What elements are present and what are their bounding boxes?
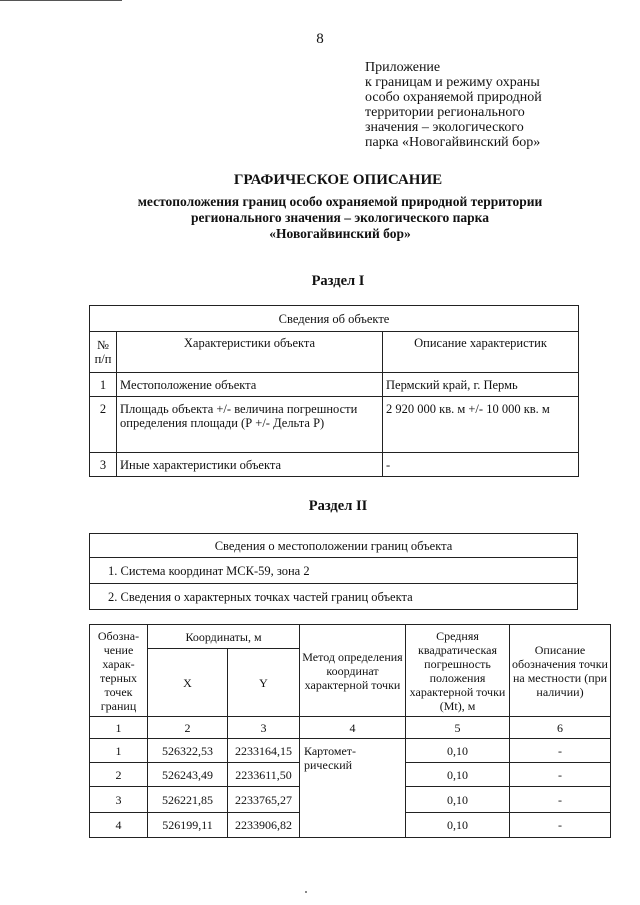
col-header-characteristics: Характеристики объекта <box>117 332 383 373</box>
row-description: - <box>383 453 579 477</box>
point-y: 2233906,82 <box>228 813 300 838</box>
document-subtitle <box>80 194 600 242</box>
col-header-designation: Обозна-чение харак-терных точек границ <box>90 625 148 717</box>
table-title: Сведения об объекте <box>90 306 579 332</box>
col-header-point-description: Описание обозначения точки на местности (при наличии) <box>510 625 611 717</box>
section1-heading: Раздел I <box>311 273 365 289</box>
point-method: Картомет-рический <box>300 739 406 838</box>
row-num: 1 <box>90 373 117 397</box>
table-row <box>90 739 611 763</box>
appendix-line: особо охраняемой природной <box>365 90 542 105</box>
boundary-points-caption: 2. Сведения о характерных точках частей границ объекта <box>90 584 578 610</box>
point-description: - <box>510 739 611 763</box>
location-info-table <box>89 533 578 610</box>
subtitle-line: местоположения границ особо охраняемой природной территории <box>137 194 543 209</box>
appendix-line: территории регионального <box>365 105 525 120</box>
boundary-points-table <box>89 624 611 838</box>
point-number: 4 <box>90 813 148 838</box>
row-num: 3 <box>90 453 117 477</box>
top-rule <box>0 0 122 1</box>
scan-speck <box>305 891 307 893</box>
subtitle-line: «Новогайвинский бор» <box>269 226 411 241</box>
appendix-line: парка «Новогайвинский бор» <box>365 135 541 150</box>
coordinate-system: 1. Система координат МСК-59, зона 2 <box>90 558 578 584</box>
row-num: 2 <box>90 397 117 453</box>
point-error: 0,10 <box>406 763 510 787</box>
page-number: 8 <box>316 31 324 47</box>
point-error: 0,10 <box>406 813 510 838</box>
point-number: 3 <box>90 787 148 813</box>
col-header-coordinates: Координаты, м <box>148 625 300 649</box>
col-number: 1 <box>90 717 148 739</box>
object-info-table <box>89 305 579 477</box>
point-description: - <box>510 813 611 838</box>
table-title: Сведения о местоположении границ объекта <box>90 534 578 558</box>
section2-heading: Раздел II <box>308 498 368 514</box>
column-number-row <box>90 717 611 739</box>
appendix-line: к границам и режиму охраны <box>365 75 540 90</box>
point-description: - <box>510 763 611 787</box>
document-title: ГРАФИЧЕСКОЕ ОПИСАНИЕ <box>233 172 443 188</box>
point-number: 1 <box>90 739 148 763</box>
col-number: 5 <box>406 717 510 739</box>
row-characteristic: Местоположение объекта <box>117 373 383 397</box>
col-number: 2 <box>148 717 228 739</box>
row-characteristic: Площадь объекта +/- величина погрешности определения площади (Р +/- Дельта Р) <box>117 397 383 453</box>
point-number: 2 <box>90 763 148 787</box>
col-header-num: № п/п <box>90 332 117 373</box>
point-y: 2233611,50 <box>228 763 300 787</box>
table-row <box>90 453 579 477</box>
col-header-y: Y <box>228 649 300 717</box>
point-x: 526243,49 <box>148 763 228 787</box>
appendix-line: значения – экологического <box>365 120 524 135</box>
col-number: 6 <box>510 717 611 739</box>
row-description: Пермский край, г. Пермь <box>383 373 579 397</box>
row-description: 2 920 000 кв. м +/- 10 000 кв. м <box>383 397 579 453</box>
point-error: 0,10 <box>406 739 510 763</box>
table-row <box>90 373 579 397</box>
point-y: 2233765,27 <box>228 787 300 813</box>
point-x: 526322,53 <box>148 739 228 763</box>
col-number: 3 <box>228 717 300 739</box>
appendix-line: Приложение <box>365 60 441 75</box>
col-header-method: Метод определения координат характерной точки <box>300 625 406 717</box>
point-x: 526199,11 <box>148 813 228 838</box>
col-header-x: X <box>148 649 228 717</box>
table-row <box>90 397 579 453</box>
point-x: 526221,85 <box>148 787 228 813</box>
col-number: 4 <box>300 717 406 739</box>
point-y: 2233164,15 <box>228 739 300 763</box>
col-header-description: Описание характеристик <box>383 332 579 373</box>
appendix-note <box>365 60 605 150</box>
col-header-error: Средняя квадратическая погрешность положения характерной точки (Mt), м <box>406 625 510 717</box>
row-characteristic: Иные характеристики объекта <box>117 453 383 477</box>
point-error: 0,10 <box>406 787 510 813</box>
subtitle-line: регионального значения – экологического парка <box>191 210 489 225</box>
point-description: - <box>510 787 611 813</box>
